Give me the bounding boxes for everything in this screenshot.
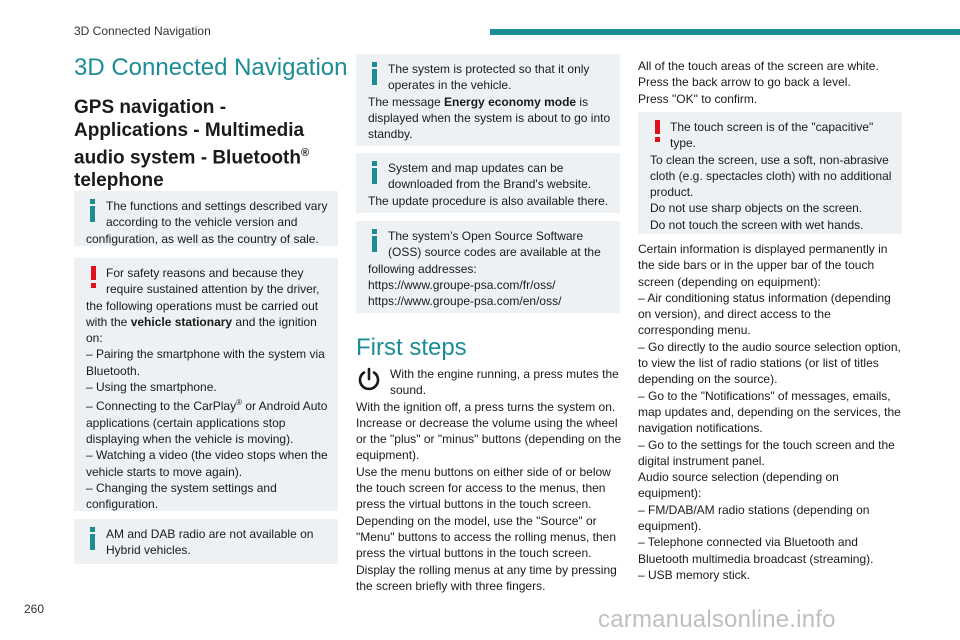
paragraph: Use the menu buttons on either side of or below the touch screen for access to the menus, then press the virtual buttons in the touch screen.: [356, 464, 611, 512]
info-box-oss: [356, 221, 620, 313]
list-item: – Telephone connected via Bluetooth and Bluetooth multimedia broadcast (streaming).: [638, 535, 874, 566]
paragraph: Press the back arrow to go back a level.: [638, 75, 851, 90]
list-item: – Connecting to the CarPlay® or Android Auto applications (certain applications stop displaying when the vehicle is moving).: [86, 398, 328, 446]
subheading-end: telephone: [74, 170, 164, 192]
list-item: – FM/DAB/AM radio stations (depending on equipment).: [638, 502, 870, 534]
watermark: carmanualsonline.info: [598, 606, 836, 633]
paragraph: With the ignition off, a press turns the system on.: [356, 399, 616, 414]
header-title: 3D Connected Navigation: [74, 24, 211, 38]
oss-link-fr[interactable]: https://www.groupe-psa.com/fr/oss/: [368, 277, 556, 292]
info-text: following addresses:: [368, 261, 477, 276]
paragraph: All of the touch areas of the screen are white.: [638, 59, 879, 73]
display-info-text: [638, 241, 904, 583]
info-lead: The functions and settings described vary according to the vehicle version and: [106, 199, 328, 230]
paragraph: Press "OK" to confirm.: [638, 91, 758, 106]
info-text: configuration, as well as the country of sale.: [86, 231, 319, 246]
list-item: – Go directly to the audio source selection option, to view the list of radio stations (or list of titles depending on the source).: [638, 339, 901, 387]
info-lead: The system is protected so that it only operates in the vehicle.: [388, 62, 590, 93]
list-item: – Changing the system settings and configuration.: [86, 480, 277, 512]
first-steps-heading: First steps: [356, 334, 467, 361]
subheading-sup: ®: [300, 147, 310, 159]
first-steps-lead: With the engine running, a press mutes the sound.: [390, 367, 619, 398]
warning-text: Do not use sharp objects on the screen.: [650, 201, 863, 216]
paragraph: Audio source selection (depending on equipment):: [638, 470, 839, 501]
list-item: – Watching a video (the video stops when the vehicle starts to move again).: [86, 448, 328, 479]
warning-text: Do not touch the screen with wet hands.: [650, 217, 864, 232]
info-lead: AM and DAB radio are not available on Hybrid vehicles.: [106, 527, 314, 558]
list-item: – Go to the settings for the touch screen and the digital instrument panel.: [638, 437, 895, 468]
header-accent-bar: [490, 29, 960, 35]
paragraph: Depending on the model, use the "Source" or "Menu" buttons to access the rolling menus, then press the virtual buttons in the touch screen.: [356, 513, 616, 561]
list-item: – Using the smartphone.: [86, 380, 217, 395]
paragraph: Increase or decrease the volume using the wheel or the "plus" or "minus" buttons (depending on the equipment).: [356, 415, 622, 463]
info-lead: System and map updates can be downloaded from the Brand's website.: [388, 161, 592, 192]
warning-box-touchscreen: [638, 112, 902, 234]
paragraph: Display the rolling menus at any time by pressing the screen briefly with three fingers.: [356, 562, 617, 593]
warning-lead: The touch screen is of the "capacitive" type.: [670, 120, 874, 151]
info-box-radio: [74, 519, 338, 564]
warning-lead: For safety reasons and because they require sustained attention by the driver,: [106, 266, 320, 297]
first-steps-text: [356, 366, 622, 594]
page-number: 260: [24, 602, 45, 616]
info-box-updates: [356, 153, 620, 213]
info-box-protection: [356, 54, 620, 146]
touch-intro-text: [638, 58, 902, 107]
info-lead: The system’s Open Source Software (OSS) source codes are available at the: [388, 229, 601, 260]
oss-link-en[interactable]: https://www.groupe-psa.com/en/oss/: [368, 294, 562, 309]
paragraph: Certain information is displayed permanently in the side bars or in the upper bar of the touch screen (depending on equipment):: [638, 242, 888, 289]
info-text: The message Energy economy mode is displayed when the system is about to go into standby.: [368, 94, 611, 142]
list-item: – Air conditioning status information (depending on version), and direct access to the corresponding menu.: [638, 290, 891, 338]
list-item: – Pairing the smartphone with the system via Bluetooth.: [86, 347, 325, 378]
warning-box-safety: [74, 258, 338, 511]
list-item: – Go to the "Notifications" of messages, emails, map updates and, depending on the services, the navigation notifications.: [638, 388, 901, 436]
section-subheading: [74, 96, 338, 192]
info-text: The update procedure is also available there.: [368, 193, 609, 208]
warning-stationary-text: the following operations must be carried out with the vehicle stationary and the ignition on:: [86, 298, 319, 346]
subheading-main: GPS navigation - Applications - Multimedia audio system - Bluetooth: [74, 97, 305, 169]
info-box-functions: [74, 191, 338, 246]
warning-text: To clean the screen, use a soft, non-abrasive cloth (e.g. spectacles cloth) with no additional product.: [650, 152, 892, 200]
page-title: 3D Connected Navigation: [74, 54, 348, 81]
list-item: – USB memory stick.: [638, 567, 751, 582]
